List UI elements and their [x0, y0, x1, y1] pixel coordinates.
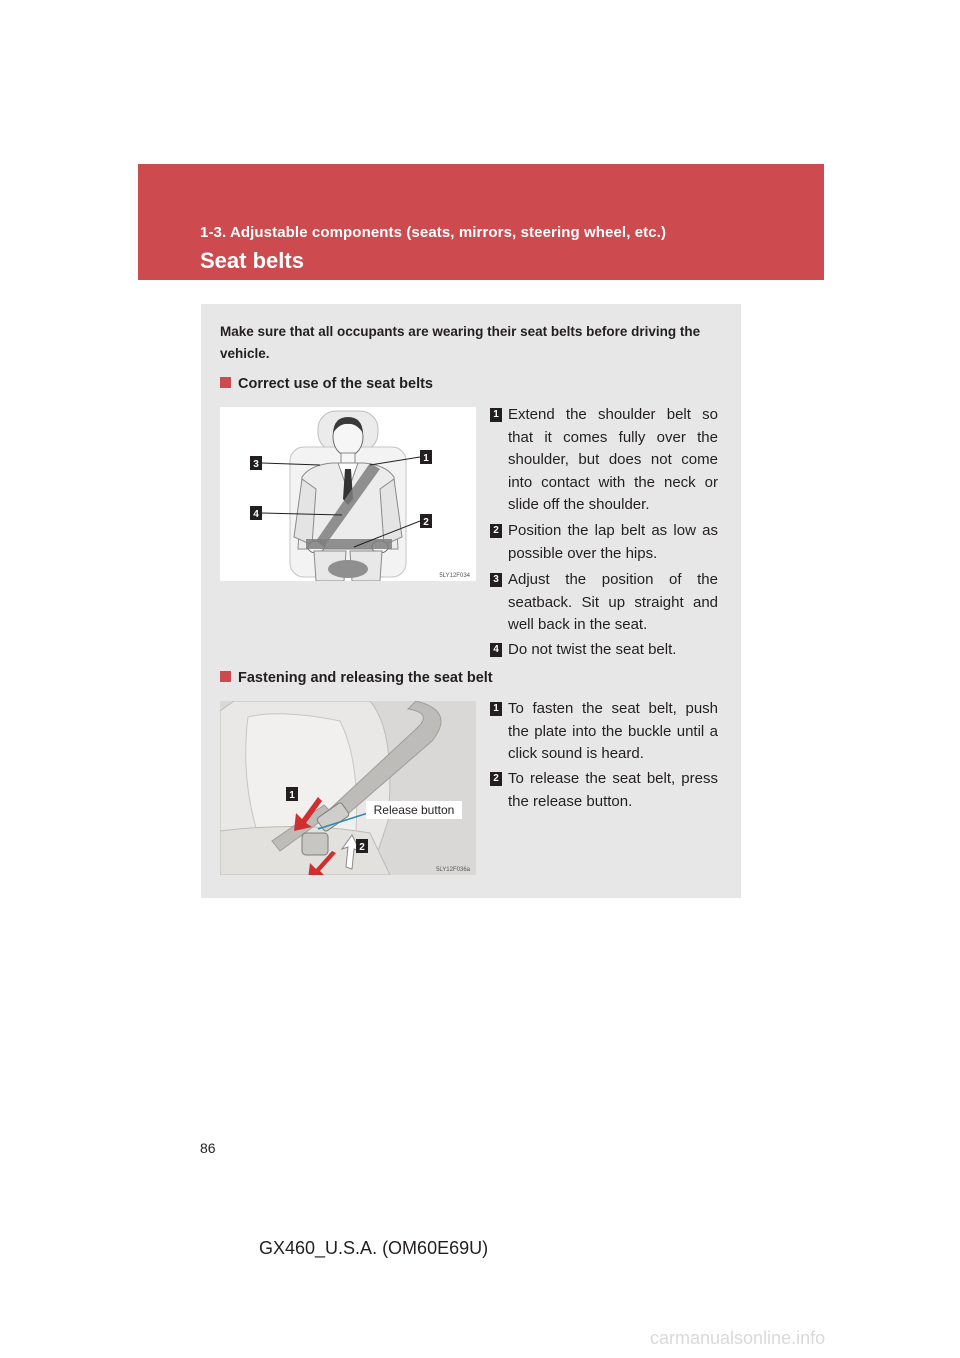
fastening-step-1: [490, 698, 718, 766]
correct-use-step-1: [490, 404, 718, 517]
step-text: To fasten the seat belt, push the plate into the buckle until a click sound is heard.: [508, 700, 718, 762]
step-number-badge: 3: [490, 573, 502, 587]
watermark: carmanualsonline.info: [650, 1328, 826, 1348]
correct-use-step-3: [490, 569, 718, 637]
intro-text: Make sure that all occupants are wearing their seat belts before driving the vehicle.: [220, 324, 701, 361]
figure-code: 5LY12F036a: [436, 867, 470, 873]
page-number: 86: [200, 1140, 216, 1156]
step-number-badge: 1: [490, 702, 502, 716]
content-panel: [201, 304, 741, 898]
subheading-text: Correct use of the seat belts: [238, 376, 433, 392]
section-label: 1-3. Adjustable components (seats, mirrors, steering wheel, etc.): [200, 224, 667, 241]
step-text: Do not twist the seat belt.: [508, 641, 677, 658]
figure-code: 5LY12F034: [439, 573, 470, 579]
figure-callout-1: 1: [423, 453, 429, 464]
subheading-text: Fastening and releasing the seat belt: [238, 670, 493, 686]
footer-model-code: GX460_U.S.A. (OM60E69U): [259, 1238, 489, 1258]
step-number-badge: 2: [490, 524, 502, 538]
step-text: To release the seat belt, press the release button.: [508, 770, 718, 810]
figure-correct-seat-belt-use: [220, 407, 476, 581]
step-text: Position the lap belt as low as possible over the hips.: [508, 522, 718, 562]
figure-callout-1: 1: [289, 790, 295, 801]
figure-callout-2: 2: [423, 517, 429, 528]
subheading-correct-use: [220, 376, 433, 392]
release-button-label: Release button: [373, 803, 455, 817]
step-number-badge: 1: [490, 408, 502, 422]
figure-callout-4: 4: [253, 509, 259, 520]
figure-callout-2: 2: [359, 842, 365, 853]
page-title: Seat belts: [200, 248, 304, 273]
correct-use-step-4: [490, 639, 718, 662]
figure-callout-3: 3: [253, 459, 259, 470]
step-number-badge: 2: [490, 772, 502, 786]
step-number-badge: 4: [490, 643, 502, 657]
step-text: Adjust the position of the seatback. Sit up straight and well back in the seat.: [508, 571, 718, 633]
subheading-fastening: [220, 670, 493, 686]
step-text: Extend the shoulder belt so that it comes fully over the shoulder, but does not come into contact with the neck or slide off the shoulder.: [508, 406, 718, 513]
seated-person-illustration: [220, 407, 476, 581]
square-bullet-icon: [220, 377, 231, 388]
square-bullet-icon: [220, 671, 231, 682]
buckle-illustration: [220, 701, 476, 875]
correct-use-step-2: [490, 520, 718, 565]
chapter-header: [138, 164, 824, 280]
figure-fastening-seat-belt: [220, 701, 476, 875]
fastening-step-2: [490, 768, 718, 813]
